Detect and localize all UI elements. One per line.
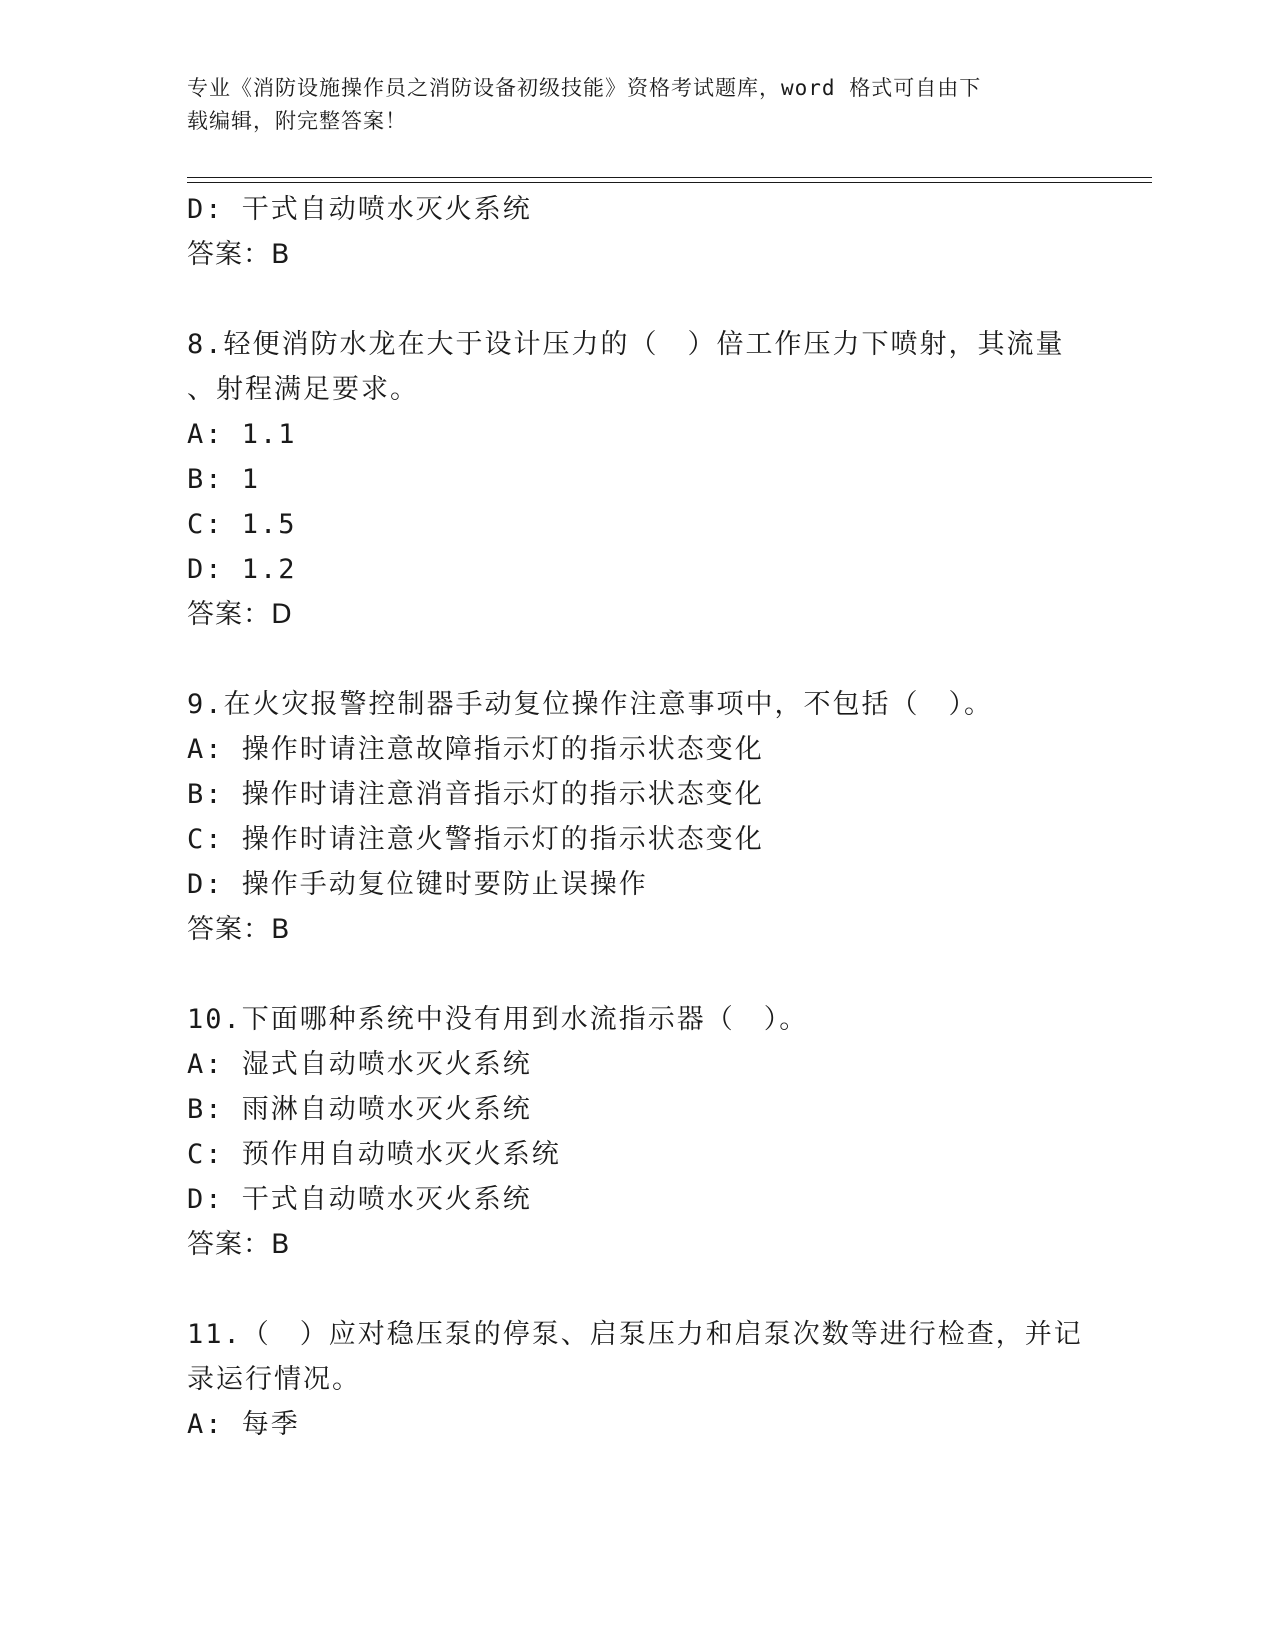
q8-option-d: D: 1.2 [187, 554, 297, 585]
header-divider-top [187, 177, 1152, 178]
q10-option-d: D: 干式自动喷水灭火系统 [187, 1184, 532, 1215]
document-header [187, 72, 1067, 138]
q8-option-c: C: 1.5 [187, 509, 297, 540]
q10-stem-line-1: 10.下面哪种系统中没有用到水流指示器（ ）。 [187, 1004, 809, 1035]
q11-stem-line-2: 录运行情况。 [187, 1364, 361, 1395]
q9-option-d: D: 操作手动复位键时要防止误操作 [187, 869, 648, 900]
q9-stem-line-1: 9.在火灾报警控制器手动复位操作注意事项中，不包括（ ）。 [187, 689, 994, 720]
q9-option-b: B: 操作时请注意消音指示灯的指示状态变化 [187, 779, 764, 810]
q8-option-b: B: 1 [187, 464, 261, 495]
q8-answer: 答案：D [187, 599, 293, 630]
q8-option-a: A: 1.1 [187, 419, 297, 450]
q8-stem-line-2: 、射程满足要求。 [187, 374, 419, 405]
q7-option-d: D: 干式自动喷水灭火系统 [187, 194, 532, 225]
q9-answer: 答案：B [187, 914, 291, 945]
q10-option-b: B: 雨淋自动喷水灭火系统 [187, 1094, 532, 1125]
q8-stem-line-1: 8.轻便消防水龙在大于设计压力的（ ）倍工作压力下喷射，其流量 [187, 329, 1065, 360]
header-line-2: 载编辑，附完整答案！ [187, 109, 407, 133]
q10-option-c: C: 预作用自动喷水灭火系统 [187, 1139, 561, 1170]
header-divider-bottom [187, 182, 1152, 183]
header-line-1: 专业《消防设施操作员之消防设备初级技能》资格考试题库，word 格式可自由下 [187, 76, 982, 100]
q10-option-a: A: 湿式自动喷水灭火系统 [187, 1049, 532, 1080]
q11-option-a: A: 每季 [187, 1409, 300, 1440]
q11-stem-line-1: 11.（ ）应对稳压泵的停泵、启泵压力和启泵次数等进行检查，并记 [187, 1319, 1083, 1350]
q9-option-a: A: 操作时请注意故障指示灯的指示状态变化 [187, 734, 764, 765]
q9-option-c: C: 操作时请注意火警指示灯的指示状态变化 [187, 824, 764, 855]
q7-answer: 答案：B [187, 239, 291, 270]
q10-answer: 答案：B [187, 1229, 291, 1260]
